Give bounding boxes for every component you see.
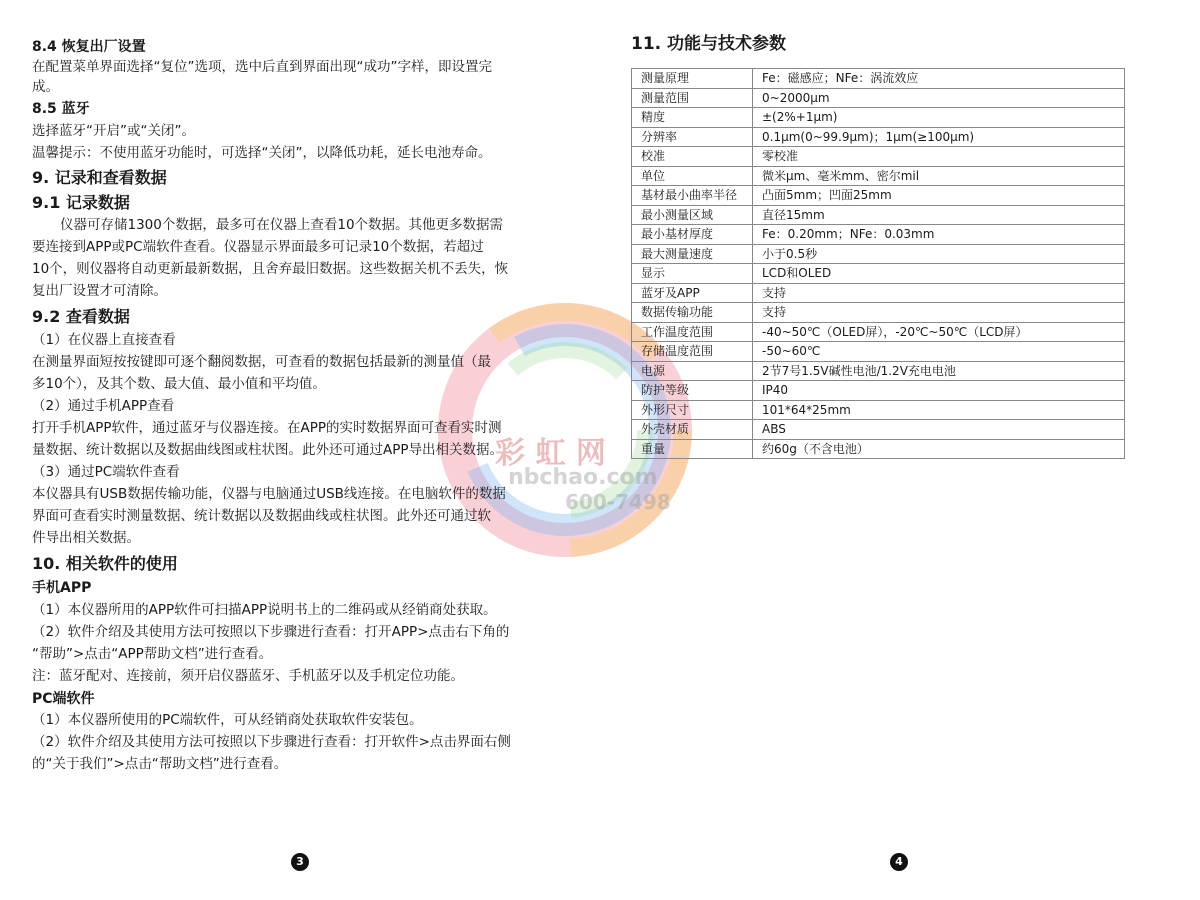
paragraph: 量数据、统计数据以及数据曲线图或柱状图。此外还可通过APP导出相关数据。 — [32, 442, 504, 458]
spec-row — [632, 244, 1125, 264]
spec-value: 2节7号1.5V碱性电池/1.2V充电电池 — [753, 361, 1125, 381]
spec-key: 外壳材质 — [632, 420, 753, 440]
spec-value: 支持 — [753, 283, 1125, 303]
page-number-right: 4 — [890, 853, 908, 871]
spec-value: 约60g（不含电池） — [753, 439, 1125, 459]
spec-row — [632, 166, 1125, 186]
paragraph: 多10个），及其个数、最大值、最小值和平均值。 — [32, 376, 326, 392]
spec-value: 支持 — [753, 303, 1125, 323]
paragraph: 本仪器具有USB数据传输功能，仪器与电脑通过USB线连接。在电脑软件的数据 — [32, 486, 506, 502]
spec-row — [632, 127, 1125, 147]
spec-key: 分辨率 — [632, 127, 753, 147]
paragraph: 要连接到APP或PC端软件查看。仪器显示界面最多可记录10个数据，若超过 — [32, 239, 484, 255]
watermark-site: nbchao.com — [508, 465, 658, 490]
section-8-4-title: 8.4 恢复出厂设置 — [32, 39, 146, 55]
page-number-left: 3 — [291, 853, 309, 871]
spec-row — [632, 186, 1125, 206]
spec-row — [632, 225, 1125, 245]
spec-key: 显示 — [632, 264, 753, 284]
spec-value: 101*64*25mm — [753, 400, 1125, 420]
spec-value: 直径15mm — [753, 205, 1125, 225]
watermark-brand: 彩 虹 网 — [495, 436, 606, 471]
spec-row — [632, 361, 1125, 381]
paragraph: 10个，则仪器将自动更新最新数据，且舍弃最旧数据。这些数据关机不丢失，恢 — [32, 261, 509, 277]
spec-value: LCD和OLED — [753, 264, 1125, 284]
spec-value: 0~2000μm — [753, 88, 1125, 108]
spec-row — [632, 88, 1125, 108]
spec-value: 零校准 — [753, 147, 1125, 167]
spec-key: 数据传输功能 — [632, 303, 753, 323]
section-9-1-title: 9.1 记录数据 — [32, 193, 130, 212]
paragraph: 成。 — [32, 79, 59, 95]
spec-value: IP40 — [753, 381, 1125, 401]
spec-row — [632, 322, 1125, 342]
spec-key: 校准 — [632, 147, 753, 167]
spec-row — [632, 420, 1125, 440]
section-8-5-title: 8.5 蓝牙 — [32, 101, 90, 117]
spec-table — [631, 68, 1125, 459]
section-10-title: 10. 相关软件的使用 — [32, 554, 178, 573]
spec-value: 凸面5mm；凹面25mm — [753, 186, 1125, 206]
spec-key: 外形尺寸 — [632, 400, 753, 420]
spec-key: 存储温度范围 — [632, 342, 753, 362]
app-subtitle: 手机APP — [32, 580, 92, 596]
spec-key: 蓝牙及APP — [632, 283, 753, 303]
spec-row — [632, 69, 1125, 89]
spec-key: 单位 — [632, 166, 753, 186]
spec-value: ±(2%+1μm) — [753, 108, 1125, 128]
paragraph: （2）通过手机APP查看 — [32, 398, 175, 414]
spec-value: Fe：磁感应；NFe：涡流效应 — [753, 69, 1125, 89]
spec-key: 最小基材厚度 — [632, 225, 753, 245]
spec-key: 最大测量速度 — [632, 244, 753, 264]
paragraph: （1）本仪器所用的APP软件可扫描APP说明书上的二维码或从经销商处获取。 — [32, 602, 497, 618]
paragraph: （2）软件介绍及其使用方法可按照以下步骤进行查看：打开APP>点击右下角的 — [32, 624, 510, 640]
spec-key: 精度 — [632, 108, 753, 128]
spec-row — [632, 342, 1125, 362]
spec-value: 小于0.5秒 — [753, 244, 1125, 264]
paragraph: （2）软件介绍及其使用方法可按照以下步骤进行查看：打开软件>点击界面右侧 — [32, 734, 511, 750]
section-11-title: 11. 功能与技术参数 — [631, 34, 787, 54]
spec-row — [632, 400, 1125, 420]
spec-value: -40~50℃（OLED屏），-20℃~50℃（LCD屏） — [753, 322, 1125, 342]
spec-key: 最小测量区域 — [632, 205, 753, 225]
paragraph: 的“关于我们”>点击“帮助文档”进行查看。 — [32, 756, 288, 772]
spec-key: 测量原理 — [632, 69, 753, 89]
spec-key: 工作温度范围 — [632, 322, 753, 342]
spec-row — [632, 381, 1125, 401]
section-9-2-title: 9.2 查看数据 — [32, 307, 130, 326]
paragraph: 复出厂设置才可清除。 — [32, 283, 167, 299]
pc-subtitle: PC端软件 — [32, 691, 95, 707]
paragraph: 温馨提示：不使用蓝牙功能时，可选择“关闭”，以降低功耗，延长电池寿命。 — [32, 145, 492, 161]
watermark-phone: 600-7498 — [565, 490, 671, 514]
paragraph: 在配置菜单界面选择“复位”选项，选中后直到界面出现“成功”字样，即设置完 — [32, 59, 492, 75]
spec-row — [632, 205, 1125, 225]
paragraph: 在测量界面短按按键即可逐个翻阅数据，可查看的数据包括最新的测量值（最 — [32, 354, 491, 370]
spec-row — [632, 147, 1125, 167]
section-9-title: 9. 记录和查看数据 — [32, 168, 167, 187]
spec-row — [632, 439, 1125, 459]
paragraph: 件导出相关数据。 — [32, 530, 140, 546]
spec-value: 微米μm、毫米mm、密尔mil — [753, 166, 1125, 186]
paragraph: 选择蓝牙“开启”或“关闭”。 — [32, 123, 195, 139]
paragraph: 注：蓝牙配对、连接前，须开启仪器蓝牙、手机蓝牙以及手机定位功能。 — [32, 668, 464, 684]
spec-key: 基材最小曲率半径 — [632, 186, 753, 206]
paragraph: （1）本仪器所使用的PC端软件，可从经销商处获取软件安装包。 — [32, 712, 423, 728]
spec-row — [632, 303, 1125, 323]
spec-key: 重量 — [632, 439, 753, 459]
spec-row — [632, 283, 1125, 303]
spec-row — [632, 108, 1125, 128]
spec-row — [632, 264, 1125, 284]
spec-key: 电源 — [632, 361, 753, 381]
paragraph: 仪器可存储1300个数据，最多可在仪器上查看10个数据。其他更多数据需 — [60, 217, 504, 233]
paragraph: 打开手机APP软件，通过蓝牙与仪器连接。在APP的实时数据界面可查看实时测 — [32, 420, 502, 436]
spec-value: -50~60℃ — [753, 342, 1125, 362]
paragraph: “帮助”>点击“APP帮助文档”进行查看。 — [32, 646, 273, 662]
spec-value: 0.1μm(0~99.9μm)；1μm(≥100μm) — [753, 127, 1125, 147]
spec-key: 测量范围 — [632, 88, 753, 108]
spec-value: ABS — [753, 420, 1125, 440]
paragraph: （3）通过PC端软件查看 — [32, 464, 180, 480]
paragraph: （1）在仪器上直接查看 — [32, 332, 176, 348]
paragraph: 界面可查看实时测量数据、统计数据以及数据曲线或柱状图。此外还可通过软 — [32, 508, 491, 524]
spec-value: Fe：0.20mm；NFe：0.03mm — [753, 225, 1125, 245]
spec-key: 防护等级 — [632, 381, 753, 401]
